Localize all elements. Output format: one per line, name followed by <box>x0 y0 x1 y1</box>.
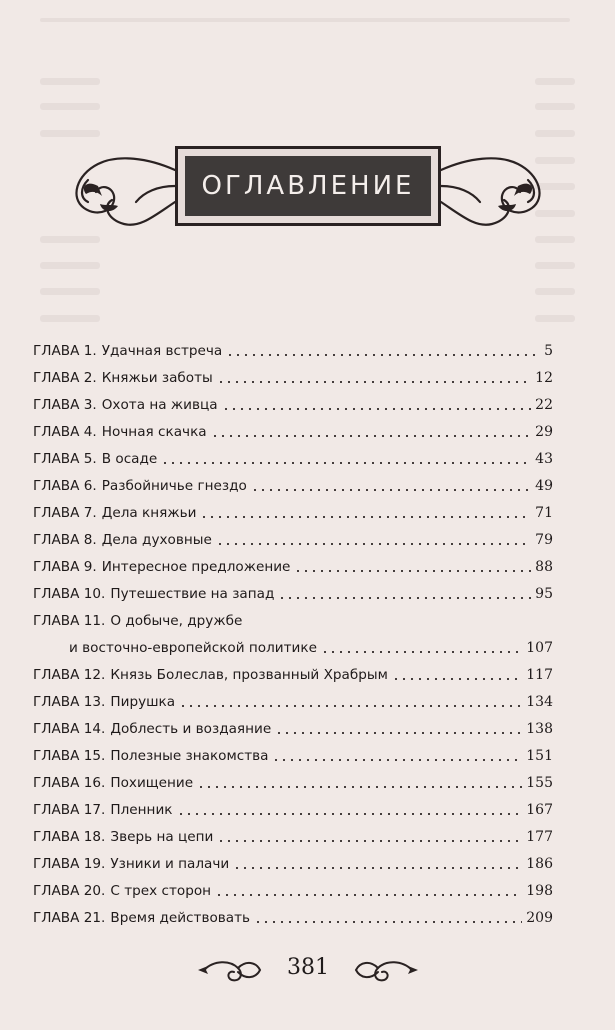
page-number: 198 <box>526 883 553 899</box>
dot-leader <box>200 516 531 518</box>
dot-leader <box>211 435 532 437</box>
toc-entry-line <box>33 602 553 629</box>
chapter-number: ГЛАВА 21. <box>33 910 106 926</box>
toc-entry <box>33 386 553 413</box>
chapter-number: ГЛАВА 14. <box>33 721 106 737</box>
toc-entry <box>33 737 553 764</box>
dot-leader <box>251 489 531 491</box>
page-number: 5 <box>544 343 553 359</box>
chapter-number: ГЛАВА 16. <box>33 775 106 791</box>
chapter-number: ГЛАВА 1. <box>33 343 97 359</box>
chapter-title: Разбойничье гнездо <box>101 478 247 494</box>
chapter-number: ГЛАВА 9. <box>33 559 97 575</box>
chapter-title: Зверь на цепи <box>110 829 214 845</box>
dot-leader <box>392 678 522 680</box>
chapter-title: Время действовать <box>110 910 251 926</box>
table-of-contents <box>33 332 553 926</box>
chapter-number: ГЛАВА 20. <box>33 883 106 899</box>
toc-entry <box>33 521 553 548</box>
chapter-title: Узники и палачи <box>110 856 230 872</box>
page-number: 138 <box>526 721 553 737</box>
chapter-number: ГЛАВА 3. <box>33 397 97 413</box>
chapter-title: Пленник <box>110 802 173 818</box>
page-number: 49 <box>535 478 553 494</box>
page-number: 107 <box>526 640 553 656</box>
dot-leader <box>254 921 522 923</box>
chapter-title: Пирушка <box>110 694 176 710</box>
dot-leader <box>177 813 523 815</box>
page-number: 95 <box>535 586 553 602</box>
page-number: 134 <box>526 694 553 710</box>
toc-entry-line <box>33 629 553 656</box>
toc-entry <box>33 764 553 791</box>
chapter-title: Охота на живца <box>101 397 218 413</box>
toc-entry <box>33 575 553 602</box>
page-number: 167 <box>526 802 553 818</box>
toc-entry <box>33 413 553 440</box>
page-title: ОГЛАВЛЕНИЕ <box>201 171 415 201</box>
chapter-title: Князь Болеслав, прозванный Храбрым <box>110 667 388 683</box>
toc-entry <box>33 791 553 818</box>
chapter-number: ГЛАВА 19. <box>33 856 106 872</box>
chapter-title: Дела духовные <box>101 532 212 548</box>
chapter-number: ГЛАВА 18. <box>33 829 106 845</box>
chapter-title: Доблесть и воздаяние <box>110 721 272 737</box>
chapter-number: ГЛАВА 13. <box>33 694 106 710</box>
page-number: 88 <box>535 559 553 575</box>
chapter-number: ГЛАВА 11. <box>33 613 106 629</box>
toc-entry <box>33 872 553 899</box>
page-number: 177 <box>526 829 553 845</box>
page-number: 22 <box>535 397 553 413</box>
chapter-title: В осаде <box>101 451 158 467</box>
dot-leader <box>179 705 522 707</box>
chapter-number: ГЛАВА 5. <box>33 451 97 467</box>
toc-entry <box>33 845 553 872</box>
chapter-number: ГЛАВА 8. <box>33 532 97 548</box>
page-number: 43 <box>535 451 553 467</box>
chapter-title: Путешествие на запад <box>110 586 275 602</box>
page-number: 155 <box>526 775 553 791</box>
dot-leader <box>217 840 522 842</box>
dot-leader <box>216 543 531 545</box>
chapter-title-continuation: и восточно-европейской политике <box>69 640 317 656</box>
dot-leader <box>278 597 531 599</box>
chapter-number: ГЛАВА 6. <box>33 478 97 494</box>
contents-header <box>58 140 558 250</box>
chapter-number: ГЛАВА 4. <box>33 424 97 440</box>
dot-leader <box>275 732 522 734</box>
chapter-title: Дела княжьи <box>101 505 197 521</box>
toc-entry <box>33 656 553 683</box>
chapter-title: Удачная встреча <box>101 343 223 359</box>
dot-leader <box>272 759 522 761</box>
toc-entry <box>33 440 553 467</box>
chapter-number: ГЛАВА 10. <box>33 586 106 602</box>
dot-leader <box>197 786 522 788</box>
toc-entry <box>33 683 553 710</box>
chapter-title: Княжьи заботы <box>101 370 213 386</box>
toc-entry <box>33 710 553 737</box>
title-frame <box>175 146 441 226</box>
page-number: 186 <box>526 856 553 872</box>
dot-leader <box>321 651 522 653</box>
toc-entry <box>33 548 553 575</box>
dot-leader <box>294 570 531 572</box>
title-plate <box>185 156 431 216</box>
toc-entry <box>33 818 553 845</box>
chapter-title: С трех сторон <box>110 883 212 899</box>
dot-leader <box>222 408 532 410</box>
toc-entry <box>33 467 553 494</box>
page-number: 209 <box>526 910 553 926</box>
page-number: 79 <box>535 532 553 548</box>
chapter-number: ГЛАВА 2. <box>33 370 97 386</box>
page-number: 12 <box>535 370 553 386</box>
chapter-number: ГЛАВА 17. <box>33 802 106 818</box>
dot-leader <box>161 462 531 464</box>
dot-leader <box>217 381 531 383</box>
dot-leader <box>233 867 522 869</box>
chapter-number: ГЛАВА 15. <box>33 748 106 764</box>
chapter-title: О добыче, дружбе <box>110 613 243 629</box>
dot-leader <box>215 894 522 896</box>
toc-entry <box>33 494 553 521</box>
chapter-title: Интересное предложение <box>101 559 291 575</box>
page-folio: 381 <box>287 955 329 980</box>
chapter-title: Полезные знакомства <box>110 748 269 764</box>
page-number: 29 <box>535 424 553 440</box>
page-footer <box>196 952 420 988</box>
toc-entry <box>33 332 553 359</box>
chapter-title: Ночная скачка <box>101 424 207 440</box>
toc-entry <box>33 602 553 656</box>
dot-leader <box>226 354 540 356</box>
chapter-number: ГЛАВА 7. <box>33 505 97 521</box>
chapter-number: ГЛАВА 12. <box>33 667 106 683</box>
page-number: 117 <box>526 667 553 683</box>
page-number: 151 <box>526 748 553 764</box>
toc-entry <box>33 359 553 386</box>
chapter-title: Похищение <box>110 775 194 791</box>
page-number: 71 <box>535 505 553 521</box>
toc-entry <box>33 899 553 926</box>
